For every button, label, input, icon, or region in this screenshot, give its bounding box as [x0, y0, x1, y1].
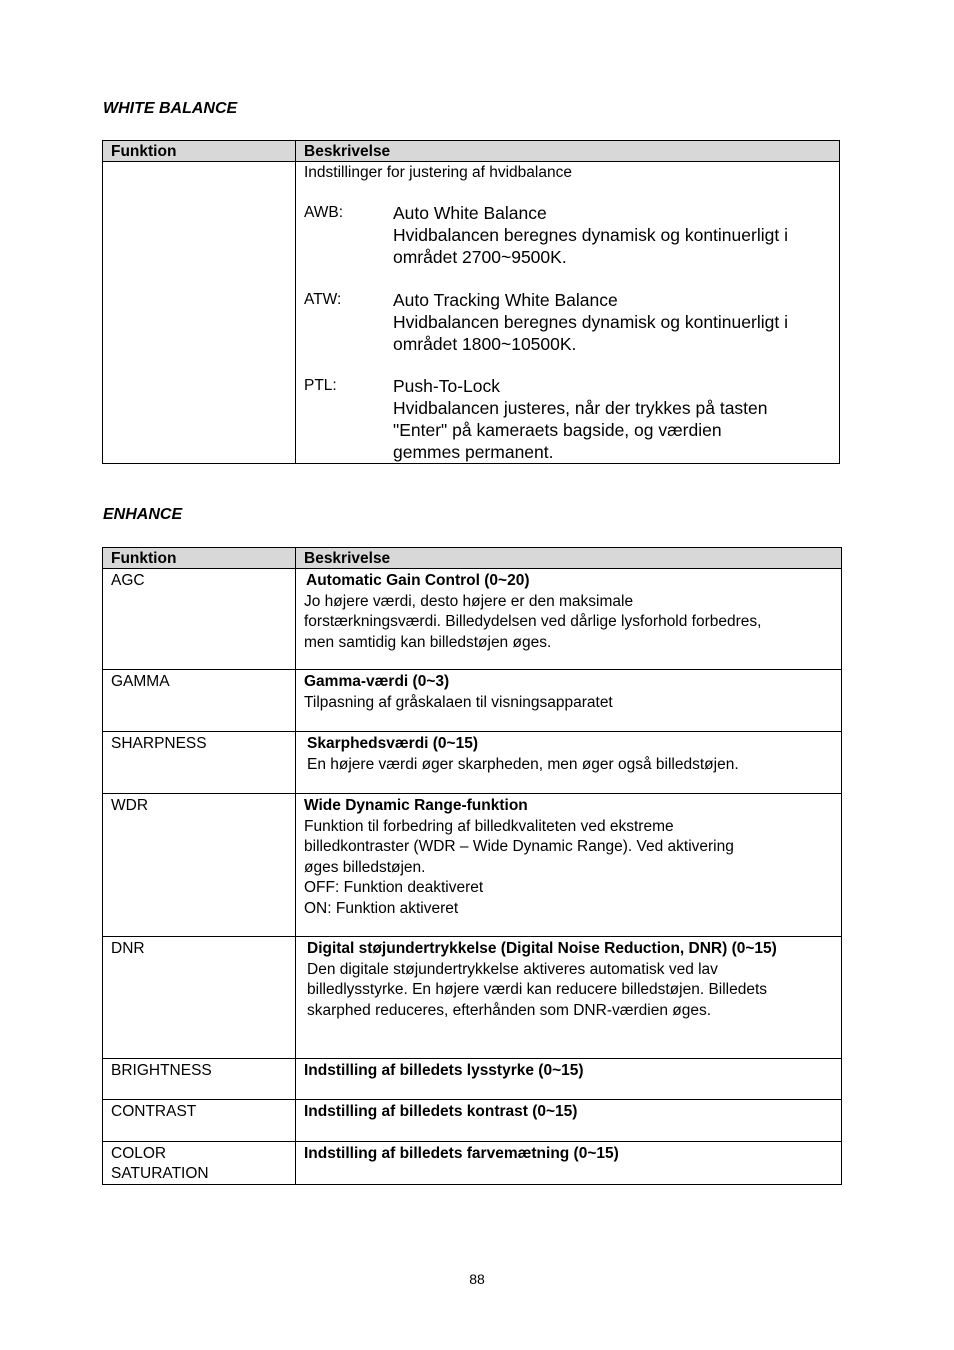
col-header-description: Beskrivelse — [296, 548, 842, 569]
description-line: Funktion til forbedring af billedkvaliteten ved ekstreme — [304, 817, 674, 835]
table-row-contrast — [103, 1100, 842, 1142]
description-line: skarphed reduceres, efterhånden som DNR-værdien øges. — [307, 1001, 712, 1019]
col-header-description: Beskrivelse — [296, 141, 840, 162]
wb-text: området 1800~10500K. — [393, 334, 577, 354]
description-line: ON: Funktion aktiveret — [304, 899, 459, 917]
function-description — [296, 937, 842, 1059]
section-heading-white-balance: WHITE BALANCE — [103, 100, 238, 117]
wb-title: Push-To-Lock — [393, 376, 500, 396]
description-line: OFF: Funktion deaktiveret — [304, 879, 484, 896]
description-title: Skarphedsværdi (0~15) — [307, 735, 479, 752]
description-title: Indstilling af billedets kontrast (0~15) — [304, 1103, 578, 1120]
table-row-brightness — [103, 1059, 842, 1100]
wb-item-atw — [304, 289, 831, 355]
function-description — [296, 569, 842, 670]
function-name: CONTRAST — [103, 1100, 296, 1142]
col-header-function: Funktion — [103, 548, 296, 569]
function-name: WDR — [103, 794, 296, 937]
description-title: Automatic Gain Control (0~20) — [306, 572, 530, 589]
function-description — [296, 670, 842, 732]
function-description — [296, 794, 842, 937]
description-line: En højere værdi øger skarpheden, men øger også billedstøjen. — [307, 755, 739, 773]
enhance-table — [102, 547, 842, 1185]
description-title: Digital støjundertrykkelse (Digital Noise Reduction, DNR) (0~15) — [307, 940, 777, 957]
table-row-sharpness — [103, 732, 842, 794]
wb-text: "Enter" på kameraets bagside, og værdien — [393, 420, 722, 440]
wb-item-awb — [304, 202, 831, 268]
wb-code: ATW: — [304, 291, 342, 308]
wb-code: PTL: — [304, 377, 337, 394]
section-heading-enhance: ENHANCE — [103, 506, 183, 523]
description-title: Indstilling af billedets lysstyrke (0~15) — [304, 1062, 584, 1079]
wb-text: området 2700~9500K. — [393, 247, 567, 267]
wb-intro: Indstillinger for justering af hvidbalance — [304, 164, 572, 181]
description-line: billedkontraster (WDR – Wide Dynamic Range). Ved aktivering — [304, 838, 734, 855]
wb-item-ptl — [304, 375, 831, 463]
function-name: GAMMA — [103, 670, 296, 732]
table-row-wdr — [103, 794, 842, 937]
description-line: Jo højere værdi, desto højere er den maksimale — [304, 592, 634, 610]
wb-title: Auto White Balance — [393, 203, 547, 223]
wb-text: Hvidbalancen beregnes dynamisk og kontinuerligt i — [393, 225, 788, 245]
wb-code: AWB: — [304, 204, 344, 221]
wb-text: Hvidbalancen beregnes dynamisk og kontinuerligt i — [393, 312, 788, 332]
description-line: øges billedstøjen. — [304, 858, 426, 876]
function-name: DNR — [103, 937, 296, 1059]
description-line: billedlysstyrke. En højere værdi kan reducere billedstøjen. Billedets — [307, 981, 768, 998]
description-title: Gamma-værdi (0~3) — [304, 673, 450, 690]
table-row-gamma — [103, 670, 842, 732]
description-line: men samtidig kan billedstøjen øges. — [304, 633, 552, 651]
function-description — [296, 1142, 842, 1185]
function-name: BRIGHTNESS — [103, 1059, 296, 1100]
function-description — [296, 1059, 842, 1100]
function-name: SHARPNESS — [103, 732, 296, 794]
table-cell-description — [296, 162, 840, 464]
description-line: forstærkningsværdi. Billedydelsen ved dårlige lysforhold forbedres, — [304, 613, 762, 630]
description-title: Wide Dynamic Range-funktion — [304, 797, 528, 814]
table-row-dnr — [103, 937, 842, 1059]
table-cell-function — [103, 162, 296, 464]
wb-text: gemmes permanent. — [393, 442, 554, 462]
description-line: Tilpasning af gråskalaen til visningsapparatet — [304, 693, 613, 711]
function-description — [296, 732, 842, 794]
table-row-color-saturation — [103, 1142, 842, 1185]
white-balance-table — [102, 140, 840, 464]
description-title: Indstilling af billedets farvemætning (0~15) — [304, 1145, 619, 1162]
function-name: AGC — [103, 569, 296, 670]
page-number: 88 — [469, 1271, 485, 1287]
wb-text: Hvidbalancen justeres, når der trykkes på tasten — [393, 398, 768, 418]
col-header-function: Funktion — [103, 141, 296, 162]
description-line: Den digitale støjundertrykkelse aktiveres automatisk ved lav — [307, 960, 718, 978]
function-description — [296, 1100, 842, 1142]
wb-title: Auto Tracking White Balance — [393, 290, 618, 310]
table-row-agc — [103, 569, 842, 670]
function-name: COLOR SATURATION — [103, 1142, 296, 1185]
